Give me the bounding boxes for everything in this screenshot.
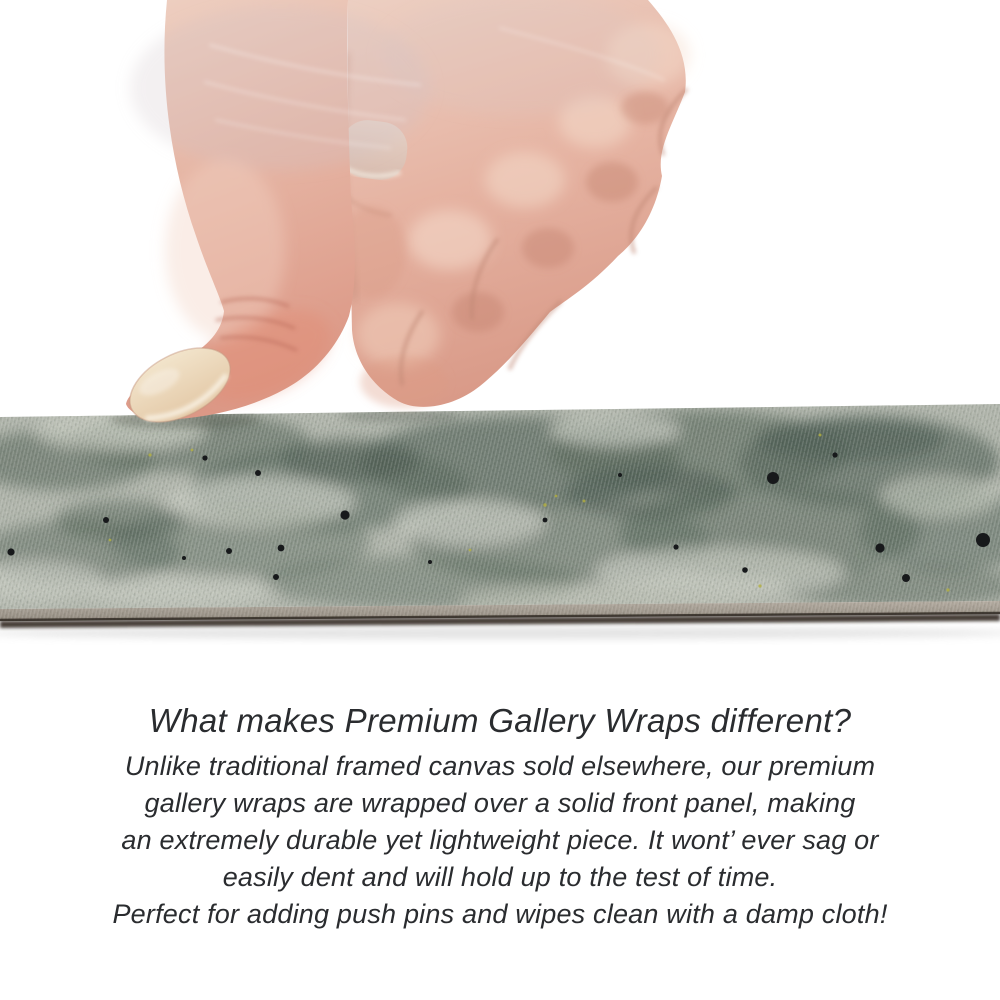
body-line-4: easily dent and will hold up to the test of time. [222,862,778,892]
headline: What makes Premium Gallery Wraps different? [148,702,852,739]
hand-illustration [0,0,1000,432]
caption-block [0,700,1000,933]
body-line-5: Perfect for adding push pins and wipes clean with a damp cloth! [112,899,888,929]
canvas-edge-photo [0,400,1000,645]
body-line-1: Unlike traditional framed canvas sold elsewhere, our premium [124,751,876,781]
hand-pressing-photo [0,0,1000,432]
body-line-3: an extremely durable yet lightweight piece. It wont’ ever sag or [121,825,879,855]
canvas-edge-illustration [0,400,1000,645]
body-line-2: gallery wraps are wrapped over a solid front panel, making [144,788,856,818]
